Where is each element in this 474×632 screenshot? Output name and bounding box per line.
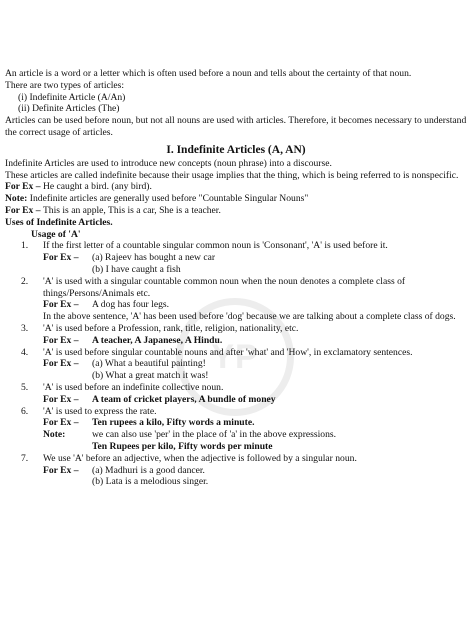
rule-item-2 — [5, 276, 467, 300]
intro-paragraph: An article is a word or a letter which is often used before a noun and tells about the certainty of that noun. — [5, 68, 412, 79]
note-label: Note: — [5, 193, 30, 205]
rule-1-example — [5, 252, 467, 264]
rule-item-7 — [5, 453, 467, 465]
rule-item-1 — [5, 240, 467, 252]
example-text: He caught a bird. (any bird). — [42, 181, 152, 193]
rule-number: 2. — [21, 275, 29, 287]
example-label: For Ex – — [43, 334, 79, 346]
example-text: (a) Rajeev has bought a new car — [92, 252, 216, 264]
rule-2-explanation: In the above sentence, 'A' has been used before 'dog' because we are talking about a complete class of dogs. — [43, 311, 456, 323]
rule-number: 1. — [21, 240, 29, 252]
section-example-2 — [5, 205, 467, 217]
rule-7-example — [5, 465, 467, 477]
rule-item-5 — [5, 382, 467, 394]
example-text: (a) What a beautiful painting! — [92, 358, 206, 370]
rule-5-example — [5, 394, 467, 406]
note-text: Indefinite articles are generally used before "Countable Singular Nouns" — [29, 193, 309, 205]
rule-text: We use 'A' before an adjective, when the adjective is followed by a singular noun. — [43, 452, 357, 464]
rule-item-3 — [5, 323, 467, 335]
type-item-indefinite: (i) Indefinite Article (A/An) — [18, 91, 126, 103]
rule-number: 7. — [21, 452, 29, 464]
rule-6-note — [5, 429, 467, 441]
note-label: Note: — [43, 429, 66, 441]
rule-number: 4. — [21, 346, 29, 358]
watermark-seal: YP — [176, 298, 294, 416]
rule-text: 'A' is used before singular countable nouns and after 'what' and 'How', in exclamatory sentences. — [43, 346, 413, 358]
rule-3-example — [5, 335, 467, 347]
example-text: A teacher, A Japanese, A Hindu. — [92, 334, 223, 346]
rule-1-example-b: (b) I have caught a fish — [92, 263, 181, 275]
rule-text: 'A' is used before a Profession, rank, title, religion, nationality, etc. — [43, 322, 299, 334]
rule-2-example — [5, 299, 467, 311]
rule-text: 'A' is used to express the rate. — [43, 405, 157, 417]
rule-6-note-example: Ten Rupees per kilo, Fifty words per minute — [92, 440, 273, 452]
rule-6-example — [5, 417, 467, 429]
example-label: For Ex – — [43, 393, 79, 405]
rule-4-example — [5, 358, 467, 370]
example-text: This is an apple, This is a car, She is a teacher. — [42, 204, 221, 216]
example-label: For Ex – — [5, 204, 43, 216]
rule-text: 'A' is used with a singular countable common noun when the noun denotes a complete class of things/Persons/Animals etc. — [43, 275, 406, 299]
note-text: we can also use 'per' in the place of 'a' in the above expressions. — [92, 429, 337, 441]
example-label: For Ex – — [43, 252, 79, 264]
rule-item-6 — [5, 406, 467, 418]
type-item-definite: (ii) Definite Articles (The) — [18, 103, 120, 115]
rule-item-4 — [5, 347, 467, 359]
rule-text: 'A' is used before an indefinite collective noun. — [43, 381, 224, 393]
usage-a-heading: Usage of 'A' — [31, 228, 81, 240]
rule-text: If the first letter of a countable singular common noun is 'Consonant', 'A' is used before it. — [43, 240, 388, 252]
section-paragraph-2: These articles are called indefinite because their usage implies that the thing, which is being referred to is nonspecific. — [5, 169, 459, 181]
example-label: For Ex – — [5, 181, 43, 193]
example-label: For Ex – — [43, 464, 79, 476]
example-text: Ten rupees a kilo, Fifty words a minute. — [92, 417, 255, 429]
example-label: For Ex – — [43, 358, 79, 370]
section-note — [5, 193, 467, 205]
intro-usage-paragraph: Articles can be used before noun, but not all nouns are used with articles. Therefore, it becomes necessary to understand the correct usage of articles. — [5, 115, 467, 138]
example-text: A dog has four legs. — [92, 299, 170, 311]
document-content — [5, 68, 467, 488]
rule-7-example-b: (b) Lata is a melodious singer. — [92, 476, 209, 488]
rule-4-example-b: (b) What a great match it was! — [92, 370, 209, 382]
rule-number: 5. — [21, 381, 29, 393]
section-title: I. Indefinite Articles (A, AN) — [166, 143, 306, 156]
example-text: A team of cricket players, A bundle of money — [92, 393, 276, 405]
intro-types-lead: There are two types of articles: — [5, 79, 125, 91]
section-example-1 — [5, 181, 467, 193]
example-label: For Ex – — [43, 417, 79, 429]
example-text: (a) Madhuri is a good dancer. — [92, 464, 205, 476]
rule-number: 6. — [21, 405, 29, 417]
section-paragraph-1: Indefinite Articles are used to introduce new concepts (noun phrase) into a discourse. — [5, 157, 332, 169]
uses-heading: Uses of Indefinite Articles. — [5, 216, 113, 228]
rule-number: 3. — [21, 322, 29, 334]
example-label: For Ex – — [43, 299, 79, 311]
